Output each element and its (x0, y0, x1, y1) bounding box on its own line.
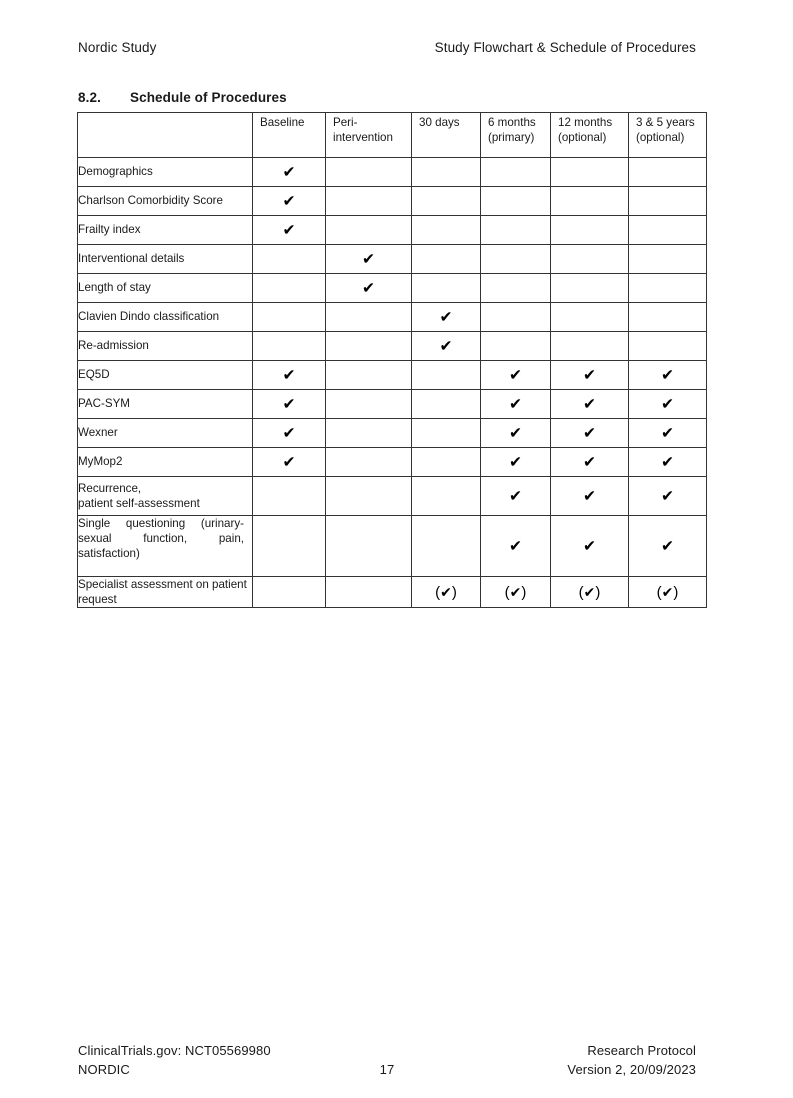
paren-open: ( (435, 583, 441, 601)
cell-peri (326, 158, 412, 187)
cell-peri (326, 361, 412, 390)
cell-d30 (412, 274, 481, 303)
checkmark-icon: ✔ (282, 453, 296, 472)
paren-open: ( (504, 583, 510, 601)
cell-baseline (253, 332, 326, 361)
cell-m12 (551, 448, 629, 477)
checkmark-icon: ✔ (661, 453, 674, 472)
header-peri-line2: intervention (333, 130, 393, 144)
section-title: Schedule of Procedures (130, 90, 287, 105)
checkmark-icon: ✔ (509, 395, 522, 414)
footer-clinicaltrials-id: ClinicalTrials.gov: NCT05569980 (78, 1043, 271, 1059)
cell-baseline (253, 390, 326, 419)
cell-m12 (551, 419, 629, 448)
cell-m6 (481, 577, 551, 608)
header-35y-line2: (optional) (636, 130, 685, 144)
cell-m12 (551, 516, 629, 577)
cell-y35 (629, 216, 707, 245)
paren-close: ) (595, 583, 601, 601)
cell-m12 (551, 274, 629, 303)
cell-y35 (629, 274, 707, 303)
cell-m6 (481, 332, 551, 361)
cell-baseline (253, 245, 326, 274)
cell-m6 (481, 274, 551, 303)
table-row (78, 216, 707, 245)
checkmark-icon: ✔ (282, 366, 296, 385)
checkmark-icon: ✔ (661, 366, 674, 385)
cell-y35 (629, 516, 707, 577)
cell-baseline (253, 303, 326, 332)
table-row (78, 516, 707, 577)
cell-d30 (412, 158, 481, 187)
cell-peri (326, 577, 412, 608)
cell-d30 (412, 448, 481, 477)
header-study-name: Nordic Study (78, 40, 157, 55)
table-row (78, 245, 707, 274)
cell-y35 (629, 332, 707, 361)
cell-m12 (551, 187, 629, 216)
header-document-title: Study Flowchart & Schedule of Procedures (434, 40, 696, 55)
cell-d30 (412, 419, 481, 448)
checkmark-icon: ✔ (583, 584, 596, 601)
cell-y35 (629, 419, 707, 448)
cell-y35 (629, 245, 707, 274)
cell-peri (326, 216, 412, 245)
table-row (78, 187, 707, 216)
paren-close: ) (451, 583, 457, 601)
row-label: Frailty index (78, 216, 253, 245)
checkmark-icon: ✔ (509, 584, 522, 601)
cell-m12 (551, 361, 629, 390)
cell-m12 (551, 216, 629, 245)
header-peri-line1: Peri- (333, 116, 358, 129)
row-label: Recurrence, patient self-assessment (78, 477, 253, 516)
cell-baseline (253, 361, 326, 390)
section-heading (78, 90, 696, 105)
header-cell-6-months (481, 113, 551, 158)
row-label: Charlson Comorbidity Score (78, 187, 253, 216)
cell-baseline (253, 158, 326, 187)
paren-close: ) (673, 583, 679, 601)
cell-m12 (551, 390, 629, 419)
cell-baseline (253, 274, 326, 303)
cell-peri (326, 448, 412, 477)
table-row (78, 477, 707, 516)
cell-y35 (629, 448, 707, 477)
cell-d30 (412, 516, 481, 577)
cell-m6 (481, 361, 551, 390)
cell-m6 (481, 516, 551, 577)
footer-version: Version 2, 20/09/2023 (567, 1062, 696, 1078)
header-cell-baseline (253, 113, 326, 158)
cell-peri (326, 516, 412, 577)
cell-m6 (481, 303, 551, 332)
checkmark-icon: ✔ (282, 395, 296, 414)
header-cell-3-and-5-years (629, 113, 707, 158)
table-row (78, 332, 707, 361)
cell-m6 (481, 477, 551, 516)
checkmark-icon: ✔ (583, 487, 596, 506)
cell-m6 (481, 216, 551, 245)
checkmark-icon: ✔ (509, 487, 522, 506)
row-label: Demographics (78, 158, 253, 187)
footer-study-acronym: NORDIC (78, 1062, 130, 1078)
cell-m6 (481, 419, 551, 448)
cell-d30 (412, 390, 481, 419)
checkmark-icon: ✔ (661, 584, 674, 601)
cell-d30 (412, 577, 481, 608)
cell-baseline (253, 216, 326, 245)
cell-y35 (629, 361, 707, 390)
checkmark-icon: ✔ (509, 453, 522, 472)
header-cell-12-months (551, 113, 629, 158)
checkmark-icon: ✔ (440, 584, 452, 601)
header-12m-line2: (optional) (558, 130, 607, 144)
checkmark-icon: ✔ (509, 366, 522, 385)
footer-row-1 (78, 1042, 696, 1061)
cell-d30 (412, 361, 481, 390)
checkmark-icon: ✔ (583, 424, 596, 443)
cell-m12 (551, 245, 629, 274)
table-row (78, 419, 707, 448)
document-footer (78, 1042, 696, 1080)
checkmark-icon: ✔ (509, 424, 522, 443)
cell-y35 (629, 187, 707, 216)
paren-close: ) (521, 583, 527, 601)
cell-peri (326, 187, 412, 216)
row-label: MyMop2 (78, 448, 253, 477)
checkmark-icon: ✔ (282, 192, 296, 211)
header-cell-blank (78, 113, 253, 158)
cell-y35 (629, 477, 707, 516)
header-12m-line1: 12 months (558, 116, 613, 129)
row-label: Length of stay (78, 274, 253, 303)
section-number: 8.2. (78, 90, 101, 105)
row-label: EQ5D (78, 361, 253, 390)
row-label: PAC-SYM (78, 390, 253, 419)
row-label: Re-admission (78, 332, 253, 361)
cell-baseline (253, 448, 326, 477)
table-row (78, 390, 707, 419)
row-label: Wexner (78, 419, 253, 448)
cell-baseline (253, 477, 326, 516)
cell-baseline (253, 187, 326, 216)
footer-document-type: Research Protocol (587, 1043, 696, 1059)
checkmark-icon: ✔ (362, 279, 375, 298)
checkmark-icon: ✔ (583, 537, 596, 556)
cell-m6 (481, 187, 551, 216)
cell-m12 (551, 477, 629, 516)
checkmark-icon: ✔ (439, 308, 453, 327)
cell-d30 (412, 303, 481, 332)
checkmark-icon: ✔ (439, 337, 453, 356)
row-label: Interventional details (78, 245, 253, 274)
row-label: Single questioning (urinary-sexual function, pain, satisfaction) (78, 516, 253, 577)
cell-m6 (481, 390, 551, 419)
cell-peri (326, 419, 412, 448)
schedule-of-procedures-table (77, 112, 707, 608)
cell-m6 (481, 448, 551, 477)
checkmark-icon: ✔ (509, 537, 522, 556)
cell-m12 (551, 577, 629, 608)
cell-m12 (551, 158, 629, 187)
cell-peri (326, 477, 412, 516)
schedule-of-procedures-table-wrap (77, 112, 707, 608)
checkmark-icon: ✔ (282, 424, 296, 443)
checkmark-icon: ✔ (362, 250, 375, 269)
cell-d30 (412, 187, 481, 216)
cell-y35 (629, 390, 707, 419)
cell-peri (326, 274, 412, 303)
cell-y35 (629, 577, 707, 608)
checkmark-icon: ✔ (661, 395, 674, 414)
checkmark-icon: ✔ (282, 221, 296, 240)
cell-y35 (629, 303, 707, 332)
cell-peri (326, 303, 412, 332)
cell-baseline (253, 577, 326, 608)
header-35y-line1: 3 & 5 years (636, 116, 695, 129)
cell-peri (326, 390, 412, 419)
cell-d30 (412, 332, 481, 361)
table-row (78, 361, 707, 390)
cell-d30 (412, 477, 481, 516)
header-30d-line1: 30 days (419, 116, 460, 129)
optional-checkmark-icon (579, 585, 601, 600)
paren-open: ( (578, 583, 584, 601)
table-header-row (78, 113, 707, 158)
table-row (78, 577, 707, 608)
optional-checkmark-icon (505, 585, 527, 600)
table-row (78, 158, 707, 187)
optional-checkmark-icon (657, 585, 679, 600)
cell-d30 (412, 216, 481, 245)
footer-row-2 (78, 1061, 696, 1080)
cell-baseline (253, 516, 326, 577)
footer-page-number: 17 (379, 1062, 395, 1078)
document-running-header (78, 40, 696, 56)
header-baseline-line1: Baseline (260, 116, 305, 129)
checkmark-icon: ✔ (661, 537, 674, 556)
checkmark-icon: ✔ (661, 487, 674, 506)
row-label: Specialist assessment on patient request (78, 577, 253, 608)
checkmark-icon: ✔ (282, 163, 296, 182)
cell-m6 (481, 158, 551, 187)
cell-peri (326, 245, 412, 274)
table-row (78, 274, 707, 303)
checkmark-icon: ✔ (661, 424, 674, 443)
header-cell-30-days (412, 113, 481, 158)
header-6m-line2: (primary) (488, 130, 535, 144)
checkmark-icon: ✔ (583, 395, 596, 414)
table-row (78, 303, 707, 332)
checkmark-icon: ✔ (583, 366, 596, 385)
cell-d30 (412, 245, 481, 274)
cell-peri (326, 332, 412, 361)
checkmark-icon: ✔ (583, 453, 596, 472)
optional-checkmark-icon (435, 585, 457, 600)
cell-m12 (551, 332, 629, 361)
cell-m12 (551, 303, 629, 332)
header-cell-peri-intervention (326, 113, 412, 158)
table-row (78, 448, 707, 477)
cell-m6 (481, 245, 551, 274)
cell-baseline (253, 419, 326, 448)
row-label: Clavien Dindo classification (78, 303, 253, 332)
paren-open: ( (656, 583, 662, 601)
cell-y35 (629, 158, 707, 187)
header-6m-line1: 6 months (488, 116, 536, 129)
